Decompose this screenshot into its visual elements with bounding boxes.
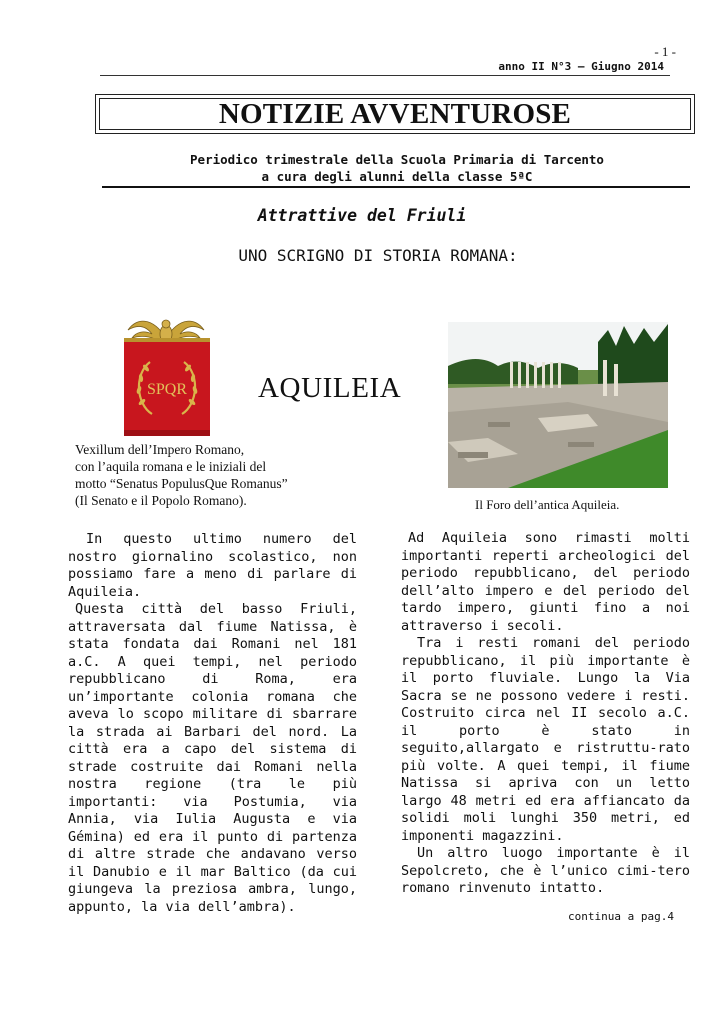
forum-photo: [448, 322, 668, 488]
forum-caption: Il Foro dell’antica Aquileia.: [475, 497, 620, 512]
banner-caption-line: (Il Senato e il Popolo Romano).: [75, 493, 247, 508]
subtitle-line-2: a cura degli alunni della classe 5ªC: [261, 169, 533, 184]
banner-caption-line: Vexillum dell’Impero Romano,: [75, 442, 245, 457]
spqr-banner: [122, 338, 212, 438]
masthead-box: [95, 94, 695, 134]
banner-caption-line: con l’aquila romana e le iniziali del: [75, 459, 267, 474]
page-number: - 1 -: [654, 44, 676, 59]
header-divider: [100, 75, 670, 76]
paragraph: Tra i resti romani del periodo repubblicano, il più importante è il porto fluviale. Lungo la Via Sacra se ne possono vedere i resti. Costruito circa nel II secolo a.C. il porto è stato in seguito,allargato e ristruttu-rato più volte. A quei tempi, il fiume Natissa si apriva con un letto largo 48 metri ed era affiancato da solidi moli lunghi 350 metri, ed imponenti magazzini.: [401, 635, 690, 844]
article-column-right: [401, 530, 690, 898]
paragraph: Ad Aquileia sono rimasti molti importanti reperti archeologici del periodo repubblicano, del periodo dell’alto impero e del periodo del tardo impero, giunti fino a noi attraverso i secoli.: [401, 530, 690, 634]
subtitle-line-1: Periodico trimestrale della Scuola Primaria di Tarcento: [190, 152, 604, 167]
article-headline: UNO SCRIGNO DI STORIA ROMANA:: [238, 246, 518, 265]
paragraph: Questa città del basso Friuli, attraversata dal fiume Natissa, è stata fondata dai Romani nel 181 a.C. A quei tempi, nel periodo repubblicano di Roma, era un’importante colonia romana che aveva lo scopo militare di sbarrare la strada ai Barbari del nord. La città era a capo del sistema di strade costruite dai Romani nella nostra regione (tra le più importanti: via Postumia, via Annia, via Iulia Augusta e via Gémina) ed era il punto di partenza di altre strade che andavano verso il Danubio e il mar Baltico (da cui giungeva la preziosa ambra, lungo, appunto, la via dell’ambra).: [68, 601, 357, 915]
banner-caption: [75, 441, 288, 509]
subtitle-divider: [102, 186, 690, 188]
section-title: Attrattive del Friuli: [257, 206, 467, 225]
paragraph: Un altro luogo importante è il Sepolcreto, che è l’unico cimi-tero romano rinvenuto intatto.: [401, 845, 690, 896]
place-title: AQUILEIA: [258, 372, 402, 404]
masthead-title: NOTIZIE AVVENTUROSE: [99, 98, 691, 130]
spqr-text: SPQR: [146, 381, 188, 398]
article-column-left: [68, 531, 357, 916]
banner-caption-line: motto “Senatus PopulusQue Romanus”: [75, 476, 288, 491]
issue-info: anno II N°3 – Giugno 2014: [498, 60, 664, 73]
continue-note: continua a pag.4: [568, 910, 674, 923]
paragraph: In questo ultimo numero del nostro giornalino scolastico, non possiamo fare a meno di parlare di Aquileia.: [68, 531, 357, 600]
